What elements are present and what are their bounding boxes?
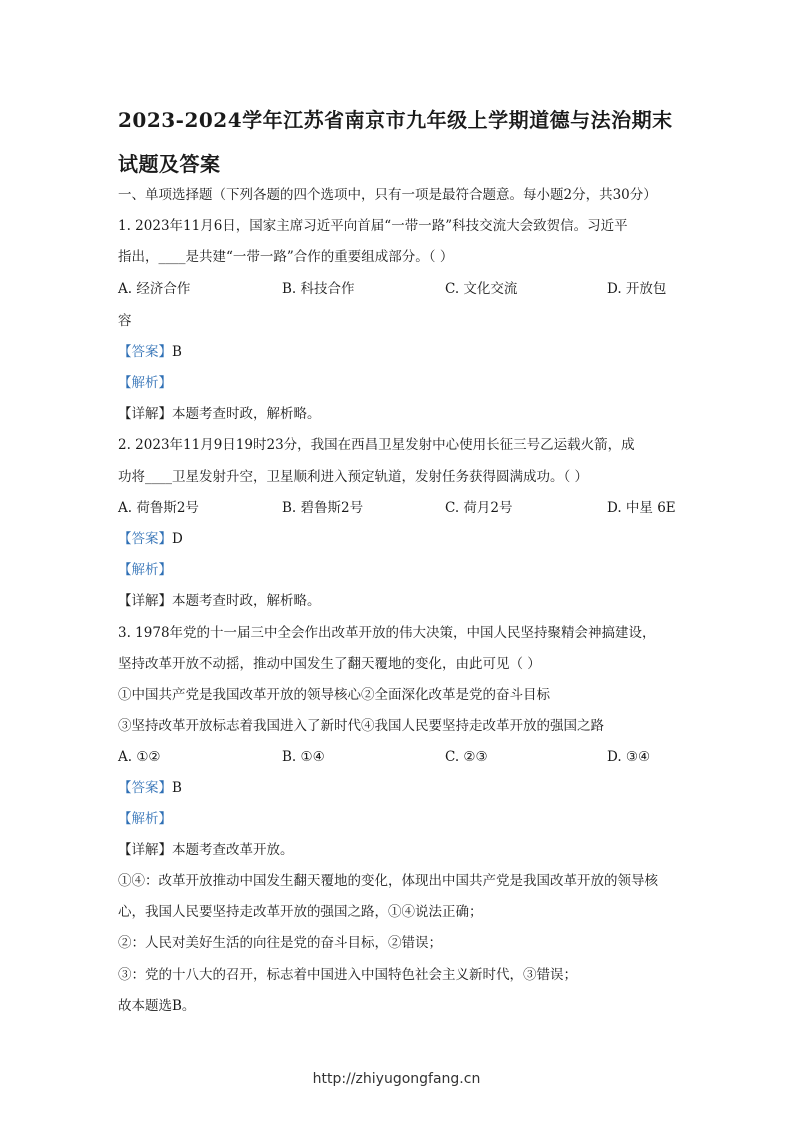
q1-analysis-tag: 【解析】 bbox=[118, 375, 172, 391]
q3-stem-line2: 坚持改革开放不动摇，推动中国发生了翻天覆地的变化，由此可见（ ） bbox=[118, 656, 541, 672]
q2-option-b: B. 碧鲁斯2号 bbox=[282, 500, 364, 516]
answer-tag: 【答案】 bbox=[118, 531, 172, 547]
q1-option-d-continued: 容 bbox=[118, 313, 132, 329]
detail-tag: 【详解】 bbox=[118, 842, 172, 858]
q2-answer bbox=[118, 530, 183, 548]
footer-url: http://zhiyugongfang.cn bbox=[312, 1071, 481, 1087]
document-title-line2: 试题及答案 bbox=[118, 152, 221, 176]
document-title-line1: 2023-2024学年江苏省南京市九年级上学期道德与法治期末 bbox=[118, 108, 673, 132]
q1-option-b: B. 科技合作 bbox=[282, 281, 355, 297]
q2-option-c: C. 荷月2号 bbox=[445, 500, 513, 516]
q1-option-d: D. 开放包 bbox=[607, 281, 667, 297]
q3-option-b: B. ①④ bbox=[282, 749, 325, 765]
answer-tag: 【答案】 bbox=[118, 344, 172, 360]
q3-explanation-line3: ②：人民对美好生活的向往是党的奋斗目标，②错误； bbox=[118, 935, 442, 951]
answer-value: B bbox=[172, 344, 182, 360]
q1-detail bbox=[118, 405, 321, 423]
q3-analysis-tag: 【解析】 bbox=[118, 811, 172, 827]
q1-option-a: A. 经济合作 bbox=[118, 281, 191, 297]
q3-stem-line1: 3. 1978年党的十一届三中全会作出改革开放的伟大决策，中国人民坚持聚精会神搞建设， bbox=[118, 625, 656, 641]
answer-tag: 【答案】 bbox=[118, 780, 172, 796]
q1-answer bbox=[118, 343, 182, 361]
q3-explanation-line4: ③：党的十八大的召开，标志着中国进入中国特色社会主义新时代，③错误； bbox=[118, 967, 577, 983]
q3-explanation-line5: 故本题选B。 bbox=[118, 998, 196, 1014]
q3-explanation-line1: ①④：改革开放推动中国发生翻天覆地的变化，体现出中国共产党是我国改革开放的领导核 bbox=[118, 873, 658, 889]
q3-statement-line1: ①中国共产党是我国改革开放的领导核心②全面深化改革是党的奋斗目标 bbox=[118, 687, 550, 703]
q1-option-c: C. 文化交流 bbox=[445, 281, 518, 297]
q3-detail bbox=[118, 841, 294, 859]
q3-option-d: D. ③④ bbox=[607, 749, 651, 765]
q3-option-a: A. ①② bbox=[118, 749, 161, 765]
answer-value: D bbox=[172, 531, 183, 547]
q2-analysis-tag: 【解析】 bbox=[118, 562, 172, 578]
detail-tag: 【详解】 bbox=[118, 593, 172, 609]
q3-explanation-line2: 心，我国人民要坚持走改革开放的强国之路，①④说法正确； bbox=[118, 904, 483, 920]
detail-text: 本题考查时政，解析略。 bbox=[172, 593, 321, 609]
detail-tag: 【详解】 bbox=[118, 406, 172, 422]
q2-option-a: A. 荷鲁斯2号 bbox=[118, 500, 199, 516]
q3-answer bbox=[118, 779, 182, 797]
q1-stem-line2: 指出，____是共建“一带一路”合作的重要组成部分。（ ） bbox=[118, 249, 454, 265]
q2-stem-line2: 功将____卫星发射升空，卫星顺利进入预定轨道，发射任务获得圆满成功。（ ） bbox=[118, 469, 589, 485]
answer-value: B bbox=[172, 780, 182, 796]
q3-statement-line2: ③坚持改革开放标志着我国进入了新时代④我国人民要坚持走改革开放的强国之路 bbox=[118, 718, 604, 734]
q1-stem-line1: 1. 2023年11月6日，国家主席习近平向首届“一带一路”科技交流大会致贺信。习近平 bbox=[118, 218, 628, 234]
section-heading: 一、单项选择题（下列各题的四个选项中，只有一项是最符合题意。每小题2分，共30分） bbox=[118, 187, 657, 203]
detail-text: 本题考查改革开放。 bbox=[172, 842, 294, 858]
q2-detail bbox=[118, 592, 321, 610]
q3-option-c: C. ②③ bbox=[445, 749, 488, 765]
detail-text: 本题考查时政，解析略。 bbox=[172, 406, 321, 422]
q2-stem-line1: 2. 2023年11月9日19时23分，我国在西昌卫星发射中心使用长征三号乙运载火箭，成 bbox=[118, 437, 635, 453]
q2-option-d: D. 中星 6E bbox=[607, 500, 676, 516]
